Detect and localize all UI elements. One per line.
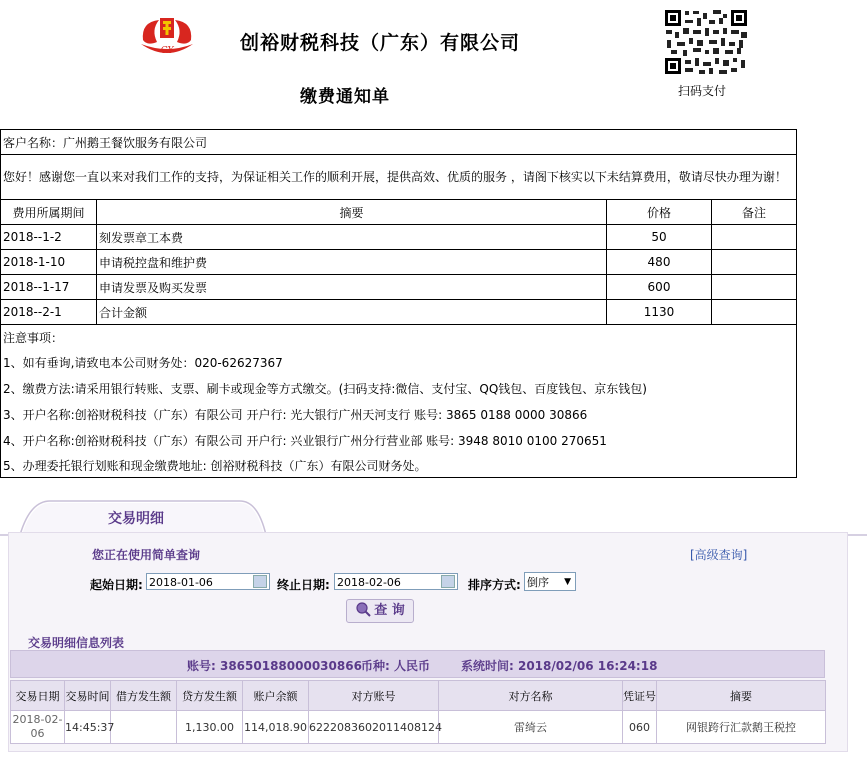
fee-note xyxy=(712,275,797,300)
calendar-icon[interactable] xyxy=(441,575,455,588)
transaction-table xyxy=(10,680,826,744)
tx-counter-account: 6222083602011408124 xyxy=(309,711,439,744)
tab-transaction-details[interactable]: 交易明细 xyxy=(108,511,164,527)
table-row xyxy=(1,225,797,250)
fee-notice-table xyxy=(0,129,797,478)
note-item: 3、开户名称:创裕财税科技（广东）有限公司 开户行: 光大银行广州天河支行 账号: 3865 0188 0000 30866 xyxy=(1,401,797,427)
column-header: 费用所属期间 xyxy=(1,200,97,225)
table-header-row xyxy=(1,200,797,225)
fee-period: 2018-1-10 xyxy=(1,250,97,275)
system-time: 系统时间: 2018/02/06 16:24:18 xyxy=(461,659,658,673)
company-name: 创裕财税科技（广东）有限公司 xyxy=(240,32,521,54)
tx-summary: 网银跨行汇款鹅王税控 xyxy=(657,711,826,744)
fee-summary: 刻发票章工本费 xyxy=(97,225,607,250)
sort-label: 排序方式: xyxy=(468,578,521,592)
note-item: 5、办理委托银行划账和现金缴费地址: 创裕财税科技（广东）有限公司财务处。 xyxy=(1,453,797,478)
qr-code-image[interactable] xyxy=(663,8,749,76)
fee-period: 2018--1-17 xyxy=(1,275,97,300)
table-row xyxy=(1,250,797,275)
fee-price: 50 xyxy=(607,225,712,250)
company-logo xyxy=(133,12,201,62)
table-row[interactable] xyxy=(11,711,826,744)
column-header: 账户余额 xyxy=(243,681,309,711)
fee-price: 600 xyxy=(607,275,712,300)
fee-summary: 合计金额 xyxy=(97,300,607,325)
note-item: 4、开户名称:创裕财税科技（广东）有限公司 开户行: 兴业银行广州分行营业部 账号: 3948 8010 0100 270651 xyxy=(1,427,797,453)
note-item: 1、如有垂询,请致电本公司财务处：020-62627367 xyxy=(1,349,797,375)
tx-debit xyxy=(111,711,177,744)
tx-credit: 1,130.00 xyxy=(177,711,243,744)
query-button-label: 查 询 xyxy=(374,603,405,618)
end-date-input[interactable]: 2018-02-06 xyxy=(334,573,458,590)
tx-counter-name: 雷绮云 xyxy=(439,711,623,744)
sort-value: 倒序 xyxy=(527,576,549,589)
tx-date xyxy=(11,711,65,744)
account-info-bar xyxy=(10,650,825,678)
tx-date-line2: 06 xyxy=(30,727,45,740)
sort-select[interactable] xyxy=(524,572,576,591)
end-date-label: 终止日期: xyxy=(277,578,330,592)
tx-date-line1: 2018-02- xyxy=(12,713,63,726)
svg-text:CY: CY xyxy=(160,46,174,56)
list-title: 交易明细信息列表 xyxy=(28,636,125,650)
column-header: 摘要 xyxy=(657,681,826,711)
start-date-input[interactable]: 2018-01-06 xyxy=(146,573,270,590)
fee-note xyxy=(712,300,797,325)
greeting-text: 您好！感谢您一直以来对我们工作的支持，为保证相关工作的顺利开展，提供高效、优质的服务 ，请阁下核实以下未结算费用，敬请尽快办理为谢！ xyxy=(1,155,797,200)
fee-note xyxy=(712,250,797,275)
fee-note xyxy=(712,225,797,250)
fee-summary: 申请发票及购买发票 xyxy=(97,275,607,300)
column-header: 凭证号 xyxy=(623,681,657,711)
column-header: 价格 xyxy=(607,200,712,225)
note-item: 2、缴费方法:请采用银行转账、支票、刷卡或现金等方式缴交。(扫码支持:微信、支付宝、QQ钱包、百度钱包、京东钱包) xyxy=(1,375,797,401)
column-header: 对方名称 xyxy=(439,681,623,711)
column-header: 备注 xyxy=(712,200,797,225)
scan-pay-label: 扫码支付 xyxy=(678,84,727,98)
tx-balance: 114,018.90 xyxy=(243,711,309,744)
account-number: 账号: 38650188000030866 xyxy=(187,659,362,673)
calendar-icon[interactable] xyxy=(253,575,267,588)
fee-price: 1130 xyxy=(607,300,712,325)
advanced-query-link[interactable]: [高级查询] xyxy=(690,548,748,562)
search-icon xyxy=(355,601,371,617)
fee-period: 2018--2-1 xyxy=(1,300,97,325)
column-header: 贷方发生额 xyxy=(177,681,243,711)
total-row xyxy=(1,300,797,325)
currency: 币种: 人民币 xyxy=(361,659,430,673)
tx-voucher: 060 xyxy=(623,711,657,744)
table-row xyxy=(1,275,797,300)
notes-title: 注意事项： xyxy=(1,325,797,350)
column-header: 借方发生额 xyxy=(111,681,177,711)
column-header: 对方账号 xyxy=(309,681,439,711)
fee-price: 480 xyxy=(607,250,712,275)
column-header: 摘要 xyxy=(97,200,607,225)
table-header-row xyxy=(11,681,826,711)
customer-name: 客户名称：广州鹅王餐饮服务有限公司 xyxy=(1,130,797,155)
simple-query-label: 您正在使用简单查询 xyxy=(92,548,201,562)
chevron-down-icon: ▼ xyxy=(564,577,571,587)
fee-period: 2018--1-2 xyxy=(1,225,97,250)
fee-summary: 申请税控盘和维护费 xyxy=(97,250,607,275)
column-header: 交易时间 xyxy=(65,681,111,711)
start-date-label: 起始日期: xyxy=(90,578,143,592)
notice-title: 缴费通知单 xyxy=(300,87,390,107)
column-header: 交易日期 xyxy=(11,681,65,711)
tx-time: 14:45:37 xyxy=(65,711,111,744)
query-button[interactable] xyxy=(346,599,414,623)
